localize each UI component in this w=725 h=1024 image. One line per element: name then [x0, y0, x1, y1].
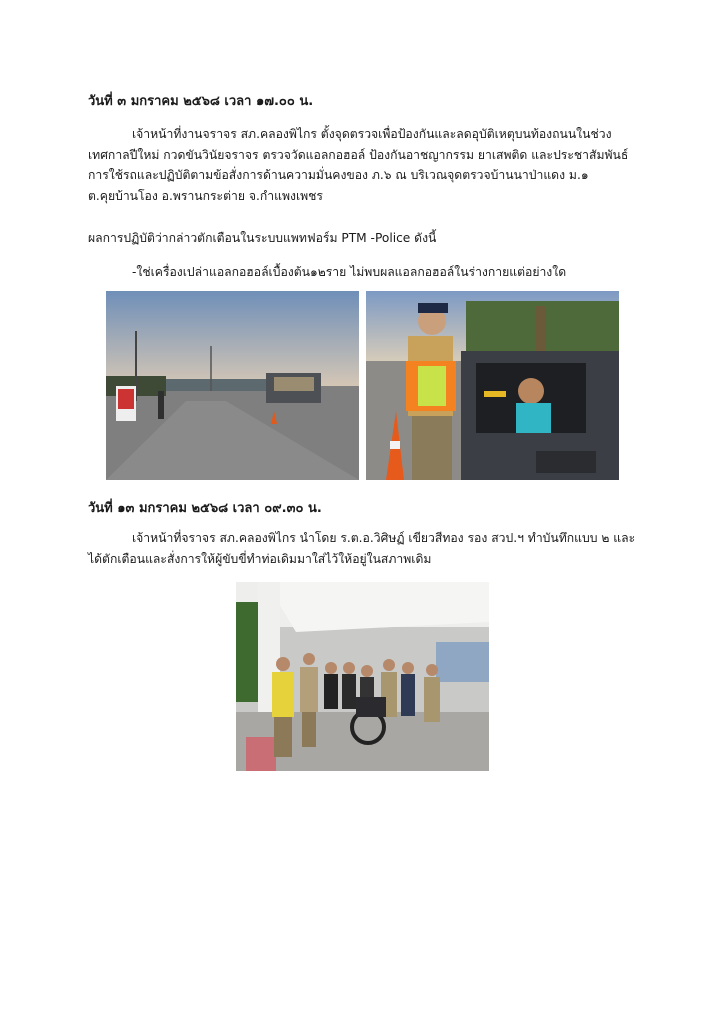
section2-paragraph — [88, 528, 648, 569]
section2-heading: วันที่ ๑๓ มกราคม ๒๕๖๘ เวลา ๐๙.๓๐ น. — [88, 501, 322, 516]
paragraph-line: เจ้าหน้าที่จราจร สภ.คลองพิไกร นำโดย ร.ต.อ.วิศิษฏ์ เขียวสีทอง รอง สวป.ฯ ทำบันทึกแบบ ๒ และ — [132, 531, 636, 545]
bullet-line: -ใช่เครื่องเปล่าแอลกอฮอล์เบื้องต้น๑๒ราย ไม่พบผลแอลกอฮอล์ในร่างกายแต่อย่างใด — [132, 265, 567, 279]
paragraph-line: ต.คุยบ้านโอง อ.พรานกระต่าย จ.กำแพงเพชร — [88, 188, 323, 203]
result-line: ผลการปฏิบัติว่ากล่าวตักเตือนในระบบแพทฟอร์ม PTM -Police ดังนี้ — [88, 231, 437, 245]
paragraph-line: เทศกาลปีใหม่ กวดขันวินัยจราจร ตรวจวัดแอลกอฮอล์ ป้องกันอาชญากรรม ยาเสพติด และประชาสัมพันธ์ — [88, 147, 629, 162]
section1-heading: วันที่ ๓ มกราคม ๒๕๖๘ เวลา ๑๗.๐๐ น. — [88, 94, 314, 109]
paragraph-line: เจ้าหน้าที่งานจราจร สภ.คลองพิไกร ตั้งจุดตรวจเพื่อป้องกันและลดอุบัติเหตุบนท้องถนนในช่วง — [132, 127, 612, 141]
group-with-motorcycle-photo — [236, 582, 489, 771]
paragraph-line: ได้ตักเตือนและสั่งการให้ผู้ขับขี่ทำท่อเดิมมาใส่ไว้ให้อยู่ในสภาพเดิม — [88, 551, 432, 566]
paragraph-line: การใช้รถและปฏิบัติตามข้อสั่งการด้านความมั่นคงของ ภ.๖ ณ บริเวณจุดตรวจบ้านนาป่าแดง ม.๑ — [88, 168, 589, 182]
breathalyzer-test-photo — [366, 291, 619, 480]
checkpoint-road-photo — [106, 291, 359, 480]
section1-paragraph — [88, 124, 648, 206]
